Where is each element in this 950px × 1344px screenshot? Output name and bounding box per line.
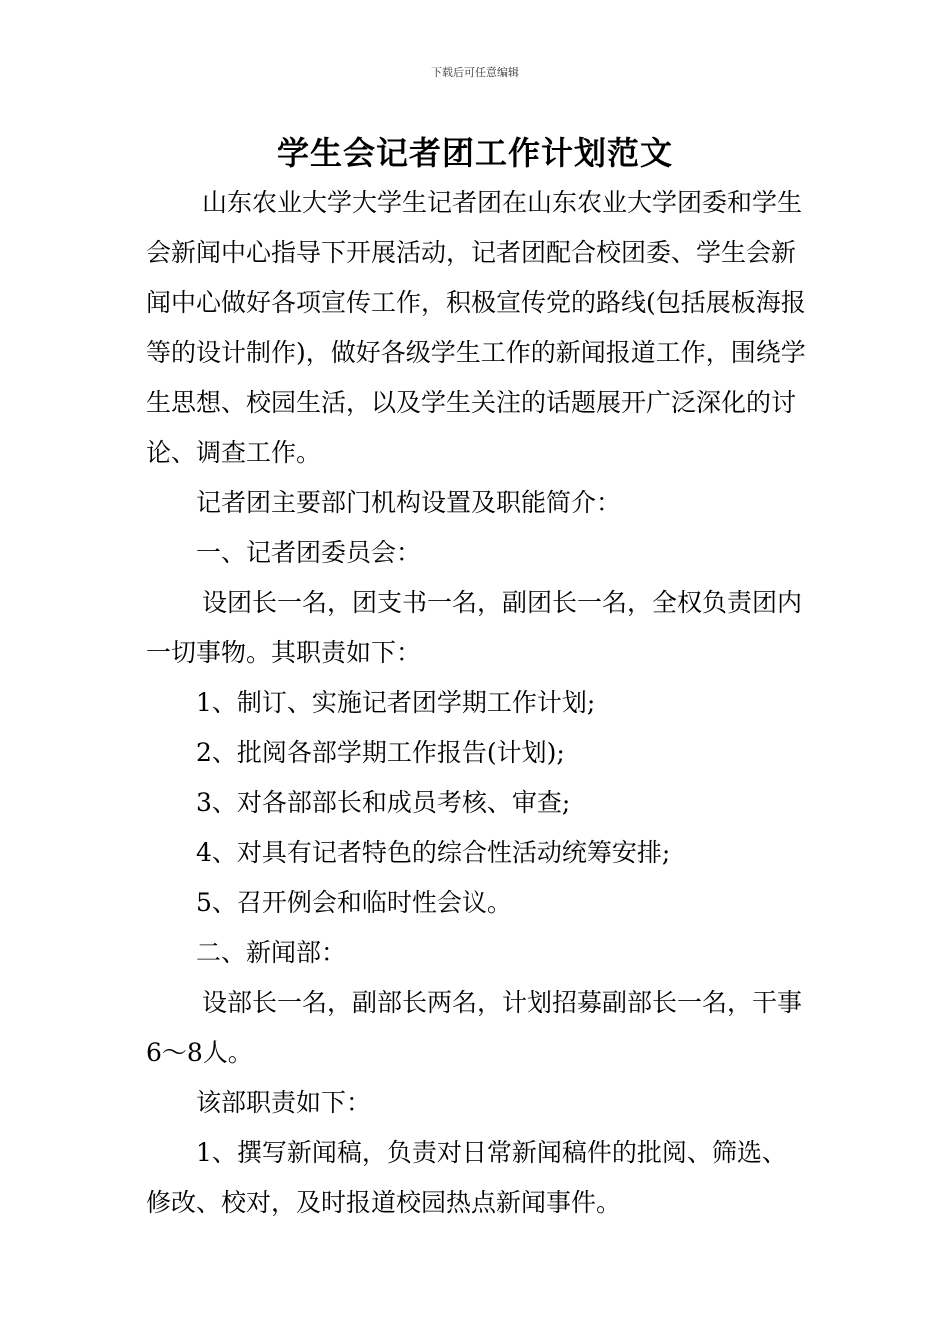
paragraph-news-setup: 设部长一名，副部长两名，计划招募副部长一名，干事6～8人。 [146, 988, 803, 1067]
list-item: 3、对各部部长和成员考核、审查; [196, 788, 571, 817]
section-heading-committee: 一、记者团委员会： [196, 538, 422, 567]
list-item: 2、批阅各部学期工作报告(计划); [196, 738, 565, 767]
paragraph-news-duties-heading: 该部职责如下： [196, 1088, 372, 1117]
paragraph-committee-setup: 设团长一名，团支书一名，副团长一名，全权负责团内一切事物。其职责如下： [146, 588, 803, 667]
paragraph-intro: 山东农业大学大学生记者团在山东农业大学团委和学生会新闻中心指导下开展活动，记者团配合校团委、学生会新闻中心做好各项宣传工作，积极宣传党的路线(包括展板海报等的设计制作)，做好各级学生工作的新闻报道工作，围绕学生思想、校园生活，以及学生关注的话题展开广泛深化的讨论、调查工作。 [146, 188, 806, 467]
paragraph-structure-heading: 记者团主要部门机构设置及职能简介： [196, 488, 622, 517]
section-heading-news: 二、新闻部： [196, 938, 347, 967]
list-item: 1、制订、实施记者团学期工作计划; [196, 688, 596, 717]
list-item: 4、对具有记者特色的综合性活动统筹安排; [196, 838, 671, 867]
document-body [146, 178, 810, 1228]
list-item: 5、召开例会和临时性会议。 [196, 888, 512, 917]
header-note: 下载后可任意编辑 [431, 66, 519, 79]
document-title: 学生会记者团工作计划范文 [276, 134, 673, 172]
list-item: 1、撰写新闻稿，负责对日常新闻稿件的批阅、筛选、修改、校对，及时报道校园热点新闻事件。 [146, 1138, 787, 1217]
